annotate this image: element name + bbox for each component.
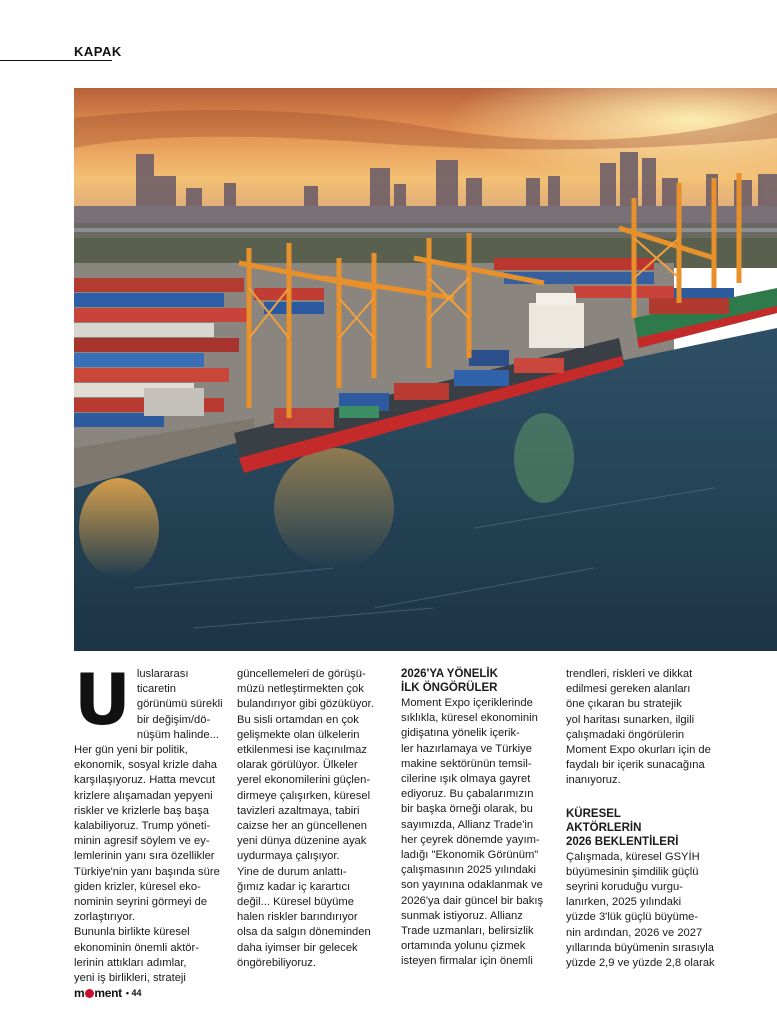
- intro-paragraph: luslararası ticaretin görünümü sürekli bir değişim/dö- nüşüm halinde...: [136, 668, 223, 741]
- article-column-3: [401, 667, 554, 970]
- logo-dot-icon: [85, 989, 94, 998]
- moment-logo: m ment: [74, 986, 122, 1000]
- section-label: KAPAK: [74, 44, 122, 59]
- article-column-2: [237, 667, 393, 971]
- body-paragraph: trendleri, riskleri ve dikkat edilmesi gereken alanları öne çıkaran bu stratejik yol haritası sunarken, ilgili çalışmadaki öngörülerin Moment Expo okurları için de faydalı bir içerik sunacağına inanıyoruz.: [566, 668, 711, 787]
- body-paragraph: Her gün yeni bir politik, ekonomik, sosyal krizle daha karşılaşıyoruz. Hatta mevcut krizlere alışamadan yepyeni riskler ve krizlerle baş başa kalabiliyoruz. Trump yöneti- minin agresif söylem ve ey- lemlerinin yanı sıra özellikler Türkiye'nin yanı başında süre giden krizler, küresel eko- nominin seyrini görmeyi de zorlaştırıyor. Bununla birlikte küresel ekonominin önemli aktör- lerinin attıkları adımlar, yeni iş birlikleri, strateji: [74, 744, 220, 985]
- body-paragraph: Moment Expo içeriklerinde sıklıkla, küresel ekonominin gidişatına yönelik içerik- ler hazırlamaya ve Türkiye makine sektörünün temsil- cilerine ışık olmaya gayret ediyoruz. Bu çabalarımızın bir başka örneği olarak, bu sayımızda, Allianz Trade'in her çeyrek dönemde yayım- ladığı "Ekonomik Görünüm" çalışmasının 2025 yılındaki son yayınına odaklanmak ve 2026'ya dair güncel bir bakış sunmak istiyoruz. Allianz Trade uzmanları, belirsizlik ortamında yolunu çizmek isteyen firmalar için önemli: [401, 697, 544, 968]
- body-paragraph: Çalışmada, küresel GSYİH büyümesinin şimdilik güçlü seyrini koruduğu vurgu- lanırken, 2025 yılındaki yüzde 3'lük güçlü büyüme- nin ardından, 2026 ve 2027 yıllarında büyümenin sırasıyla yüzde 2,9 ve yüzde 2,8 olarak: [566, 850, 715, 970]
- drop-cap: U: [74, 659, 131, 741]
- page-footer: [74, 986, 142, 1000]
- article-column-1: [74, 659, 227, 986]
- page-number: • 44: [125, 988, 142, 998]
- subheading: 2026'YA YÖNELİK İLK ÖNGÖRÜLER: [401, 668, 498, 694]
- body-paragraph: güncellemeleri de görüşü- müzü netleştirmekten çok bulandırıyor gibi gözüküyor. Bu sisli ortamdan en çok gelişmekte olan ülkelerin etkilenmesi ise kaçınılmaz olarak görülüyor. Ülkeler yerel ekonomilerini güçlen- dirmeye çalışırken, küresel tavizleri azaltmaya, tabiri caizse her an güncellenen yeni dünya düzenine ayak uydurmaya çalışıyor. Yine de durum anlattı- ğımız kadar iç karartıcı değil... Küresel büyüme halen riskler barındırıyor olsa da salgın döneminden daha iyimser bir gelecek öngörebiliyoruz.: [237, 668, 374, 969]
- article-column-4: [566, 667, 722, 971]
- container-port-photo-icon: [74, 88, 777, 651]
- section-divider: [0, 60, 112, 61]
- subheading: KÜRESEL AKTÖRLERİN 2026 BEKLENTİLERİ: [566, 807, 679, 848]
